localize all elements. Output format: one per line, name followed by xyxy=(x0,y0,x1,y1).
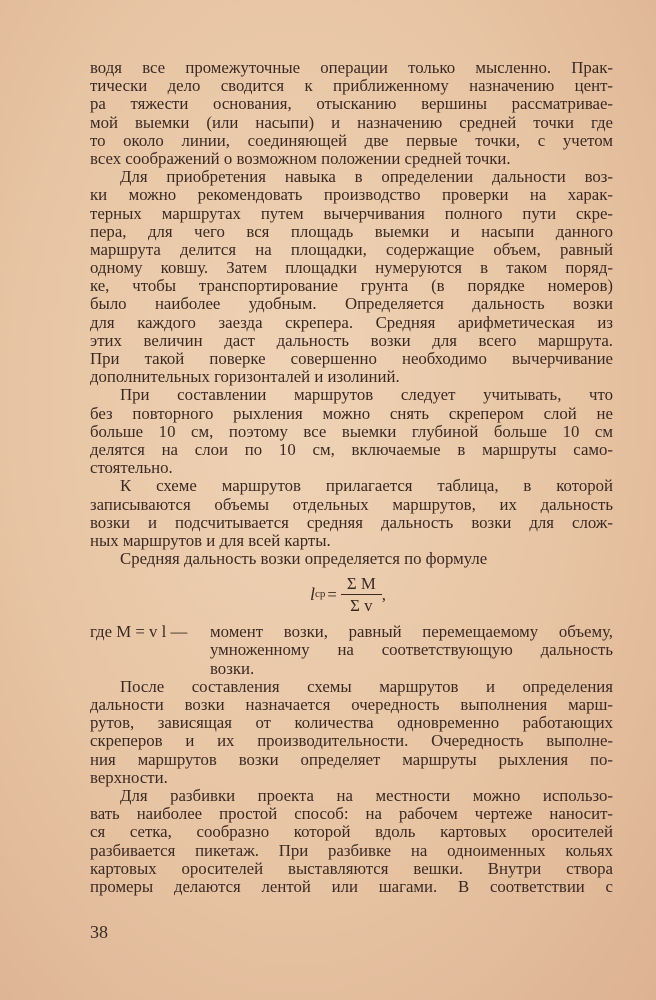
text-line: вать наиболее простой способ: на рабочем чертеже наносит- xyxy=(90,804,613,824)
text-line: стоятельно. xyxy=(90,458,173,478)
text-line: терных маршрутах путем вычерчивания полного пути скре- xyxy=(90,203,613,223)
text-line: было наиболее удобным. Определяется дальность возки xyxy=(90,294,613,314)
formula xyxy=(90,568,613,623)
text-line: После составления схемы маршрутов и определения xyxy=(120,676,613,696)
formula-explanation-label: где M = v l — xyxy=(90,622,188,642)
text-line: возки. xyxy=(210,658,255,678)
text-line: ке, чтобы транспортирование грунта (в порядке номеров) xyxy=(90,276,613,296)
text-line: больше 10 см, поэтому все выемки глубиной больше 10 см xyxy=(90,421,613,441)
text-line: записываются объемы отдельных маршрутов, их дальность xyxy=(90,494,613,514)
text-line: момент возки, равный перемещаемому объему, xyxy=(210,622,613,642)
text-line: ся сетка, сообразно которой вдоль картовых оросителей xyxy=(90,822,613,842)
text-line: тически дело сводится к приближенному назначению цент- xyxy=(90,76,613,96)
text-line: то около линии, соединяющей две первые точки, с учетом xyxy=(90,130,613,150)
formula-explanation-text xyxy=(210,623,613,678)
text-line: без повторного рыхления можно снять скрепером слой не xyxy=(90,403,613,423)
text-line: верхности. xyxy=(90,767,168,787)
text-line: При такой поверке совершенно необходимо вычерчивание xyxy=(90,349,613,368)
text-line: для каждого заезда скрепера. Средняя арифметическая из xyxy=(90,312,613,332)
text-line: ния маршрутов возки определяет маршруты рыхления по- xyxy=(90,749,613,769)
text-line: ра тяжести основания, отысканию вершины рассматривае- xyxy=(90,94,613,114)
text-line: мой выемки (или насыпи) и назначению средней точки где xyxy=(90,112,613,132)
text-line: всех соображений о возможном положении средней точки. xyxy=(90,148,511,168)
text-line: Для приобретения навыка в определении дальности воз- xyxy=(120,167,613,187)
paragraph xyxy=(90,550,613,568)
paragraph xyxy=(90,787,613,896)
paragraph xyxy=(90,386,613,477)
text-line: дополнительных горизонталей и изолиний. xyxy=(90,367,400,387)
text-line: этих величин даст дальность возки для всего маршрута. xyxy=(90,330,613,350)
paragraph xyxy=(90,678,613,787)
text-line: ки можно рекомендовать производство проверки на харак- xyxy=(90,185,613,205)
paragraph xyxy=(90,59,613,168)
text-line: одному ковшу. Затем площадки нумеруются в таком поряд- xyxy=(90,258,613,278)
formula-lhs-subscript: ср xyxy=(315,588,326,601)
formula-numerator: Σ M xyxy=(341,574,382,595)
text-line: Средняя дальность возки определяется по формуле xyxy=(120,549,488,569)
text-line: делятся на слои по 10 см, включаемые в маршруты само- xyxy=(90,439,613,459)
text-line: промеры делаются лентой или шагами. В соответствии с xyxy=(90,876,613,896)
formula-equals: = xyxy=(327,585,337,605)
text-line: пера, для чего вся площадь выемки и насыпи данного xyxy=(90,221,613,241)
formula-denominator: Σ v xyxy=(350,596,373,616)
formula-comma: , xyxy=(381,585,386,605)
text-line: водя все промежуточные операции только мысленно. Прак- xyxy=(90,58,613,77)
text-line: рутов, зависящая от количества одновременно работающих xyxy=(90,713,613,733)
paragraph xyxy=(90,477,613,550)
formula-fraction xyxy=(341,574,382,615)
paragraph xyxy=(90,168,613,386)
text-line: умноженному на соответствующую дальность xyxy=(210,640,613,660)
text-line: разбивается пикетаж. При разбивке на одноименных кольях xyxy=(90,840,613,860)
text-line: К схеме маршрутов прилагается таблица, в которой xyxy=(120,476,613,496)
text-block-after-formula xyxy=(90,678,613,896)
text-line: картовых оросителей выставляются вешки. Внутри створа xyxy=(90,858,613,878)
formula-lhs: l xyxy=(310,584,316,605)
text-line: возки и подсчитывается средняя дальность возки для слож- xyxy=(90,512,613,532)
formula-explanation xyxy=(90,623,613,678)
text-line: ных маршрутов и для всей карты. xyxy=(90,530,331,550)
text-block-before-formula xyxy=(90,59,613,568)
text-line: маршрута делится на площадки, содержащие объем, равный xyxy=(90,239,613,259)
page-number: 38 xyxy=(90,922,108,942)
text-line: При составлении маршрутов следует учитывать, что xyxy=(120,385,613,405)
text-line: дальности возки назначается очередность выполнения марш- xyxy=(90,695,613,714)
text-line: скреперов и их производительности. Очередность выполне- xyxy=(90,731,613,751)
text-line: Для разбивки проекта на местности можно использо- xyxy=(120,785,613,805)
page-body xyxy=(90,59,613,896)
